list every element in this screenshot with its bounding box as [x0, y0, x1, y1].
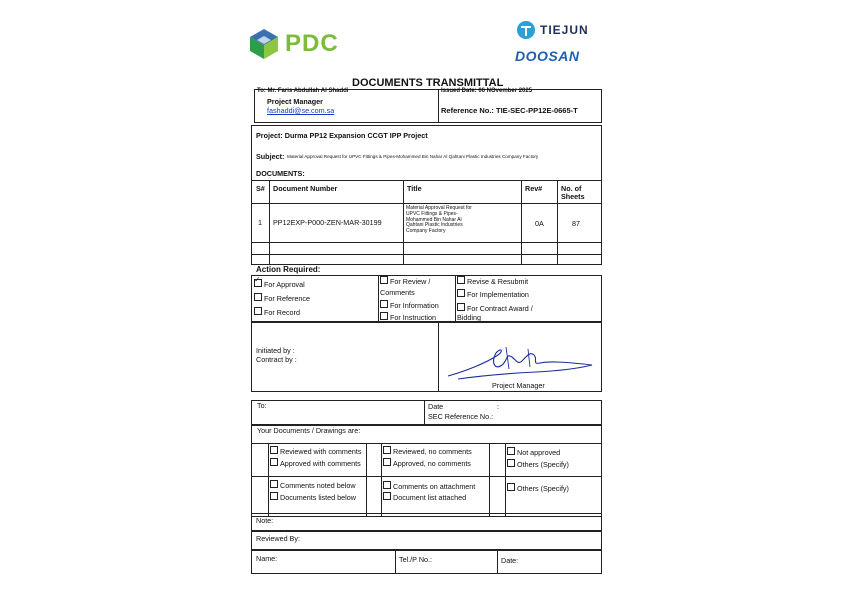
your-documents-label: Your Documents / Drawings are:	[257, 426, 361, 435]
checkbox-revise-resubmit[interactable]: Revise & Resubmit	[457, 276, 528, 286]
reply-header-box	[251, 400, 602, 425]
reply-to: To:	[257, 401, 267, 410]
doosan-logo: DOOSAN	[515, 48, 580, 64]
checkbox-approved-with-comments[interactable]: Approved with comments	[270, 458, 361, 468]
checkbox-icon[interactable]	[457, 289, 465, 297]
checkbox-icon[interactable]	[270, 492, 278, 500]
checkbox-others-specify-2[interactable]: Others (Specify)	[507, 483, 569, 493]
reply-date: Date	[428, 402, 444, 411]
document-title: DOCUMENTS TRANSMITTAL	[352, 77, 504, 89]
checkbox-icon[interactable]	[380, 276, 388, 284]
note-box	[251, 513, 602, 531]
sec-reference: SEC Reference No.:	[428, 412, 494, 421]
checkbox-icon[interactable]	[380, 312, 388, 320]
pdc-logo	[247, 28, 367, 62]
checkbox-icon[interactable]	[383, 492, 391, 500]
note-label: Note:	[256, 516, 274, 525]
action-required-label: Action Required:	[256, 265, 321, 274]
col-header-rev: Rev#	[525, 184, 543, 193]
checkbox-for-approval[interactable]: ✓For Approval	[254, 279, 305, 289]
checkbox-icon[interactable]	[507, 459, 515, 467]
checkbox-documents-listed-below[interactable]: Documents listed below	[270, 492, 356, 502]
checkbox-checked-icon[interactable]	[254, 279, 262, 287]
checkbox-for-contract-award[interactable]: For Contract Award /	[457, 303, 533, 313]
reviewed-by-box	[251, 531, 602, 550]
checkbox-for-information[interactable]: For Information	[380, 300, 439, 310]
tiejun-logo-text: TIEJUN	[540, 23, 589, 37]
checkbox-comments-noted-below[interactable]: Comments noted below	[270, 480, 356, 490]
issued-date: Issued Date: 06 NOvember 2025	[441, 88, 533, 94]
row-rev: 0A	[535, 219, 544, 228]
project-title: Project: Durma PP12 Expansion CCGT IPP Project	[256, 131, 428, 140]
checkbox-document-list-attached[interactable]: Document list attached	[383, 492, 466, 502]
recipient-email[interactable]: fashaddi@se.com.sa	[267, 106, 335, 115]
checkbox-icon[interactable]	[457, 303, 465, 311]
row-title: Material Approval Request for UPVC Fittings & Pipes-Mohammed Bin Nahar Al Qahtani Plastic Industries Company Factory	[406, 205, 472, 235]
tiejun-logo-icon	[516, 20, 536, 40]
checkbox-for-review[interactable]: For Review /	[380, 276, 430, 286]
subject-text: Material Approval Request for UPVC Fittings & Pipes-Mohammed Bin Nahar Al Qahtani Plastic Industries Company Factory	[287, 154, 539, 159]
checkbox-for-reference[interactable]: For Reference	[254, 293, 310, 303]
checkbox-reviewed-with-comments[interactable]: Reviewed with comments	[270, 446, 362, 456]
reference-number: Reference No.: TIE-SEC-PP12E-0665-T	[441, 106, 578, 115]
reply-status-box	[251, 425, 602, 517]
recipient-role: Project Manager	[267, 97, 323, 106]
checkbox-reviewed-no-comments[interactable]: Reviewed, no comments	[383, 446, 472, 456]
checkbox-icon[interactable]	[507, 483, 515, 491]
checkbox-comments-on-attachment[interactable]: Comments on attachment	[383, 481, 475, 491]
row-sno: 1	[258, 218, 262, 227]
name-label: Name:	[256, 554, 278, 563]
signature	[446, 343, 596, 383]
col-header-number: Document Number	[273, 184, 338, 193]
checkbox-icon[interactable]	[507, 447, 515, 455]
checkbox-icon[interactable]	[457, 276, 465, 284]
documents-label: DOCUMENTS:	[256, 169, 305, 178]
checkbox-icon[interactable]	[383, 446, 391, 454]
documents-table	[251, 180, 602, 265]
checkbox-icon[interactable]	[380, 300, 388, 308]
tel-label: Tel./P No.:	[399, 555, 433, 564]
date-label: Date:	[501, 556, 519, 565]
checkbox-icon[interactable]	[270, 480, 278, 488]
pdc-logo-icon	[247, 28, 281, 60]
checkbox-icon[interactable]	[383, 481, 391, 489]
pdc-logo-text: PDC	[285, 30, 339, 57]
row-number: PP12EXP-P000-ZEN-MAR-30199	[273, 218, 382, 227]
col-header-sno: S#	[256, 184, 265, 193]
checkbox-for-implementation[interactable]: For Implementation	[457, 289, 529, 299]
checkbox-icon[interactable]	[270, 446, 278, 454]
checkbox-icon[interactable]	[254, 307, 262, 315]
col-header-title: Title	[407, 184, 422, 193]
checkbox-for-record[interactable]: For Record	[254, 307, 300, 317]
signatory-title: Project Manager	[492, 381, 545, 390]
contract-award-continuation: Bidding	[457, 313, 481, 322]
checkbox-icon[interactable]	[270, 458, 278, 466]
checkbox-not-approved[interactable]: Not approved	[507, 447, 560, 457]
contract-by: Contract by :	[256, 355, 297, 364]
checkbox-approved-no-comments[interactable]: Approved, no comments	[383, 458, 471, 468]
col-header-sheets: No. of Sheets	[561, 184, 585, 201]
checkbox-icon[interactable]	[383, 458, 391, 466]
initiated-by: Initiated by :	[256, 346, 295, 355]
row-sheets: 87	[572, 219, 580, 228]
reviewed-by-label: Reviewed By:	[256, 534, 300, 543]
tiejun-logo	[516, 20, 596, 42]
checkbox-for-instruction[interactable]: For Instruction	[380, 312, 436, 322]
subject-label: Subject:	[256, 152, 285, 161]
checkbox-others-specify[interactable]: Others (Specify)	[507, 459, 569, 469]
checkbox-icon[interactable]	[254, 293, 262, 301]
reply-date-colon: :	[497, 402, 499, 411]
for-review-continuation: Comments	[380, 288, 415, 297]
recipient: To: Mr. Faris Abdullah Al Shaddi	[257, 88, 349, 94]
